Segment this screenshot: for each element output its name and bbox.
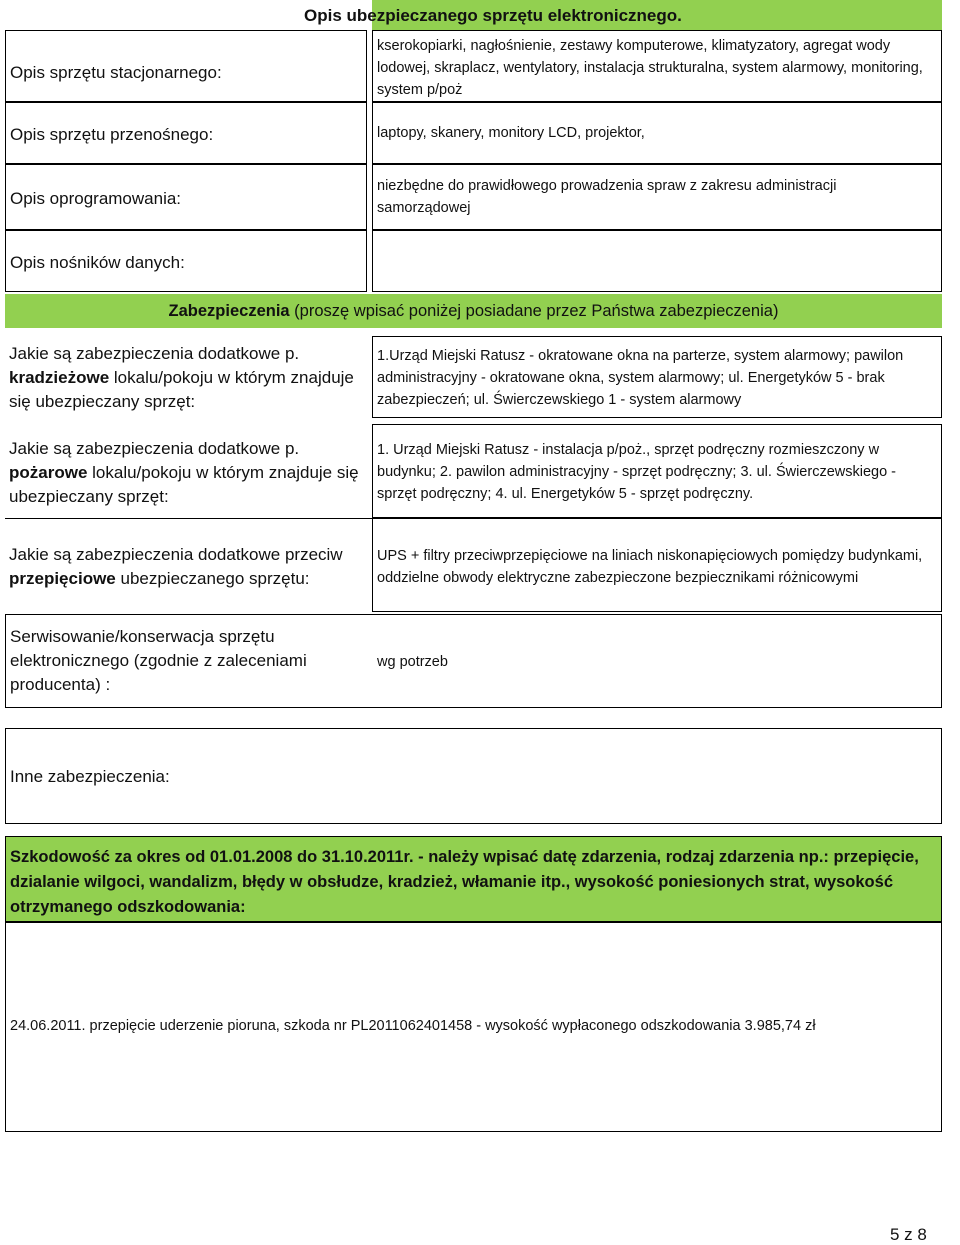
software-value: niezbędne do prawidłowego prowadzenia spraw z zakresu administracji samorządowej bbox=[377, 178, 837, 216]
surge-value-box[interactable] bbox=[372, 518, 942, 612]
other-security-box[interactable] bbox=[5, 728, 942, 824]
service-label: Serwisowanie/konserwacja sprzętu elektronicznego (zgodnie z zaleceniami producenta) : bbox=[10, 627, 307, 694]
theft-label-post: lokalu/pokoju w którym znajduje się ubezpieczany sprzęt: bbox=[9, 368, 354, 411]
fire-value-box[interactable] bbox=[372, 424, 942, 518]
software-label-box bbox=[5, 164, 367, 230]
theft-value: 1.Urząd Miejski Ratusz - okratowane okna na parterze, system alarmowy; pawilon administracyjny - okratowane okna, system alarmowy; ul. Energetyków 5 - brak zabezpieczeń; ul. Świerczewskiego 1 - system alarmowy bbox=[377, 348, 904, 408]
fire-label-pre: Jakie są zabezpieczenia dodatkowe p. bbox=[9, 439, 300, 458]
theft-label-pre: Jakie są zabezpieczenia dodatkowe p. bbox=[9, 344, 300, 363]
claims-entry-box[interactable] bbox=[5, 922, 942, 1132]
portable-value-box[interactable] bbox=[372, 102, 942, 164]
service-value[interactable]: wg potrzeb bbox=[377, 654, 448, 670]
media-label-box bbox=[5, 230, 367, 292]
claims-header-box bbox=[5, 836, 942, 922]
software-value-box[interactable] bbox=[372, 164, 942, 230]
fire-value: 1. Urząd Miejski Ratusz - instalacja p/poż., sprzęt podręczny rozmieszczony w budynku; 2. pawilon administracyjny - sprzęt podręczny; 3. ul. Świerczewskiego - sprzęt podręczny; 4. ul. Energetyków 5 - sprzęt podręczny. bbox=[377, 442, 897, 502]
portable-label: Opis sprzętu przenośnego: bbox=[10, 125, 214, 144]
fire-label-bold: pożarowe bbox=[9, 463, 88, 482]
stationary-label: Opis sprzętu stacjonarnego: bbox=[10, 63, 222, 82]
stationary-value: kserokopiarki, nagłośnienie, zestawy komputerowe, klimatyzatory, agregat wody lodowej, skraplacz, wentylatory, instalacja strukturalna, system alarmowy, monitoring, system p/poż bbox=[377, 38, 923, 98]
other-security-label: Inne zabezpieczenia: bbox=[10, 767, 170, 786]
media-value-box[interactable] bbox=[372, 230, 942, 292]
stationary-value-box[interactable] bbox=[372, 30, 942, 102]
service-box bbox=[5, 614, 942, 708]
surge-value: UPS + filtry przeciwprzepięciowe na liniach niskonapięciowych pomiędzy budynkami, oddzielne obwody elektryczne zabezpieczone bezpiecznikami różnicowymi bbox=[377, 548, 923, 586]
portable-value: laptopy, skanery, monitory LCD, projektor, bbox=[377, 125, 645, 141]
surge-label-pre: Jakie są zabezpieczenia dodatkowe przeciw bbox=[9, 545, 343, 564]
page-number: 5 z 8 bbox=[890, 1225, 927, 1244]
software-label: Opis oprogramowania: bbox=[10, 189, 182, 208]
surge-label-bold: przepięciowe bbox=[9, 569, 116, 588]
media-label: Opis nośników danych: bbox=[10, 253, 185, 272]
stationary-label-box bbox=[5, 30, 367, 102]
claims-entry: 24.06.2011. przepięcie uderzenie pioruna, szkoda nr PL2011062401458 - wysokość wypłaconego odszkodowania 3.985,74 zł bbox=[10, 1018, 816, 1034]
fire-label-post: lokalu/pokoju w którym znajduje się ubezpieczany sprzęt: bbox=[9, 463, 359, 506]
surge-label-post: ubezpieczanego sprzętu: bbox=[115, 569, 310, 588]
theft-label bbox=[9, 342, 367, 414]
security-section-header bbox=[5, 294, 942, 328]
page-title: Opis ubezpieczanego sprzętu elektronicznego. bbox=[304, 6, 682, 25]
surge-label bbox=[9, 543, 367, 591]
security-heading-rest: (proszę wpisać poniżej posiadane przez Państwa zabezpieczenia) bbox=[289, 302, 779, 320]
theft-label-bold: kradzieżowe bbox=[9, 368, 110, 387]
portable-label-box bbox=[5, 102, 367, 164]
claims-heading: Szkodowość za okres od 01.01.2008 do 31.10.2011r. - należy wpisać datę zdarzenia, rodzaj zdarzenia np.: przepięcie, dzialanie wilgoci, wandalizm, błędy w obsłudze, kradzież, włamanie itp., wysokość poniesionych strat, wysokość otrzymanego odszkodowania: bbox=[10, 848, 919, 916]
theft-value-box[interactable] bbox=[372, 336, 942, 418]
fire-label bbox=[9, 437, 367, 509]
security-heading-bold: Zabezpieczenia bbox=[168, 302, 290, 320]
